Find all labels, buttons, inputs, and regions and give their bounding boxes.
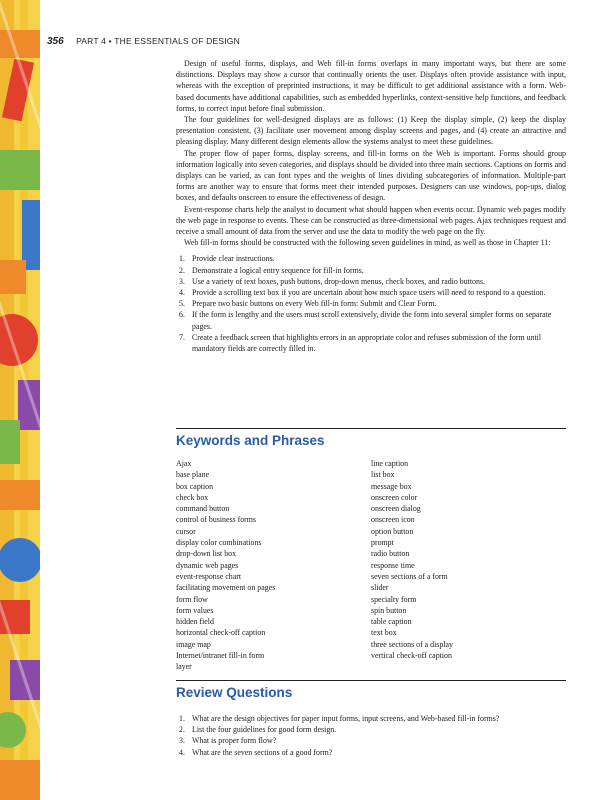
list-item: 4. Provide a scrolling text box if you are uncertain about how much space users will need to respond to a question. xyxy=(179,288,546,298)
running-header xyxy=(47,36,240,47)
keywords-right-column xyxy=(371,458,566,673)
review-questions-list xyxy=(176,713,566,758)
keyword: form flow xyxy=(176,594,208,604)
keyword: three sections of a display xyxy=(371,639,453,649)
keyword: Internet/intranet fill-in form xyxy=(176,651,265,661)
keyword: form values xyxy=(176,605,214,615)
keyword: display color combinations xyxy=(176,538,262,548)
section-divider xyxy=(176,680,566,681)
keyword: message box xyxy=(371,481,412,491)
paragraph: The four guidelines for well-designed displays are as follows: (1) Keep the display simple, (2) keep the display presentation consistent, (3) facilitate user movement among display screens and pages, and (4) create an attractive and pleasing display. Many different design elements allow the systems analyst to meet these guidelines. xyxy=(176,115,566,147)
section-divider xyxy=(176,428,566,429)
keyword: line caption xyxy=(371,459,409,468)
keyword: onscreen color xyxy=(371,492,418,502)
list-item: 4. What are the seven sections of a good form? xyxy=(179,747,333,757)
keyword: event-response chart xyxy=(176,571,242,581)
keyword: prompt xyxy=(371,538,394,548)
paragraph: Event-response charts help the analyst to document what should happen when events occur. Dynamic web pages modify the web page in response to events. These can be constructed as three-dimensional web pages. Ajax techniques request and receive a small amount of data from the server and use the data to modify the web page on the fly. xyxy=(176,204,566,237)
keyword: onscreen icon xyxy=(371,515,415,525)
keyword: box caption xyxy=(176,481,214,491)
paragraph: Design of useful forms, displays, and Web fill-in forms overlaps in many important ways, but there are some distinctions. Displays may show a cursor that continually orients the user. Displays often provide assistance with input, whereas with the exception of preprinted instructions, it may be difficult to get additional assistance with a form. Web-based documents have additional capabilities, such as embedded hyperlinks, context-sensitive help functions, and feedback forms, to correct input before final submission. xyxy=(176,59,566,113)
keywords-section xyxy=(176,428,566,448)
list-item: 2. List the four guidelines for good form design. xyxy=(179,725,337,735)
part-label: PART 4 • THE ESSENTIALS OF DESIGN xyxy=(76,36,240,46)
paragraph: Web fill-in forms should be constructed with the following seven guidelines in mind, as well as those in Chapter 11: xyxy=(184,238,551,248)
keyword: image map xyxy=(176,639,211,649)
keyword: check box xyxy=(176,492,209,502)
keyword: base plane xyxy=(176,470,210,480)
keyword: drop-down list box xyxy=(176,549,237,559)
list-item: 6. If the form is lengthy and the users must scroll extensively, divide the form into several simpler forms on separate pages. xyxy=(179,310,552,331)
keyword: vertical check-off caption xyxy=(371,651,452,661)
page-number: 356 xyxy=(47,36,64,47)
keyword: command button xyxy=(176,504,230,514)
keyword: hidden field xyxy=(176,617,214,627)
keyword: slider xyxy=(371,583,389,593)
keyword: response time xyxy=(371,560,415,570)
list-item: 1. Provide clear instructions. xyxy=(179,254,275,264)
review-section xyxy=(176,680,566,700)
keyword: radio button xyxy=(371,549,410,559)
keyword: horizontal check-off caption xyxy=(176,628,266,638)
keyword: Ajax xyxy=(176,459,192,468)
keyword: seven sections of a form xyxy=(371,571,448,581)
list-item: 3. What is proper form flow? xyxy=(179,736,277,746)
list-item: 3. Use a variety of text boxes, push buttons, drop-down menus, check boxes, and radio buttons. xyxy=(179,276,485,286)
keyword: cursor xyxy=(176,526,196,536)
keyword: text box xyxy=(371,628,397,638)
keywords-heading: Keywords and Phrases xyxy=(176,433,325,448)
keywords-left-column xyxy=(176,458,371,673)
paragraph: The proper flow of paper forms, display screens, and fill-in forms on the Web is important. Forms should group information logically into seven categories, and displays should be divided into three main sections. Captions on forms and displays can be varied, as can font types and the weights of lines dividing subcategories of information. Multiple-part forms are another way to ensure that forms meet their intended purposes. Designers can use windows, pop-ups, dialog boxes, and defaults onscreen to ensure the effectiveness of design. xyxy=(176,148,566,203)
decorative-side-strip xyxy=(0,0,40,800)
review-heading: Review Questions xyxy=(176,685,293,700)
summary-body xyxy=(176,58,566,354)
keyword: facilitating movement on pages xyxy=(176,583,276,593)
keyword: option button xyxy=(371,526,414,536)
list-item: 7. Create a feedback screen that highlights errors in an appropriate color and refuses submission of the form until mandatory fields are correctly filled in. xyxy=(179,332,542,354)
keyword: list box xyxy=(371,470,395,480)
decorative-pattern xyxy=(0,0,40,800)
keywords-grid xyxy=(176,458,566,673)
keyword: specialty form xyxy=(371,594,417,604)
list-item: 2. Demonstrate a logical entry sequence for fill-in forms. xyxy=(179,265,364,275)
keyword: layer xyxy=(176,662,192,672)
list-item: 5. Prepare two basic buttons on every Web fill-in form: Submit and Clear Form. xyxy=(179,299,437,309)
keyword: dynamic web pages xyxy=(176,560,239,570)
keyword: table caption xyxy=(371,617,412,627)
keyword: control of business forms xyxy=(176,515,256,525)
guidelines-list xyxy=(176,253,566,354)
keyword: spin button xyxy=(371,605,407,615)
keyword: onscreen dialog xyxy=(371,504,421,514)
list-item: 1. What are the design objectives for paper input forms, input screens, and Web-based fill-in forms? xyxy=(179,714,500,723)
